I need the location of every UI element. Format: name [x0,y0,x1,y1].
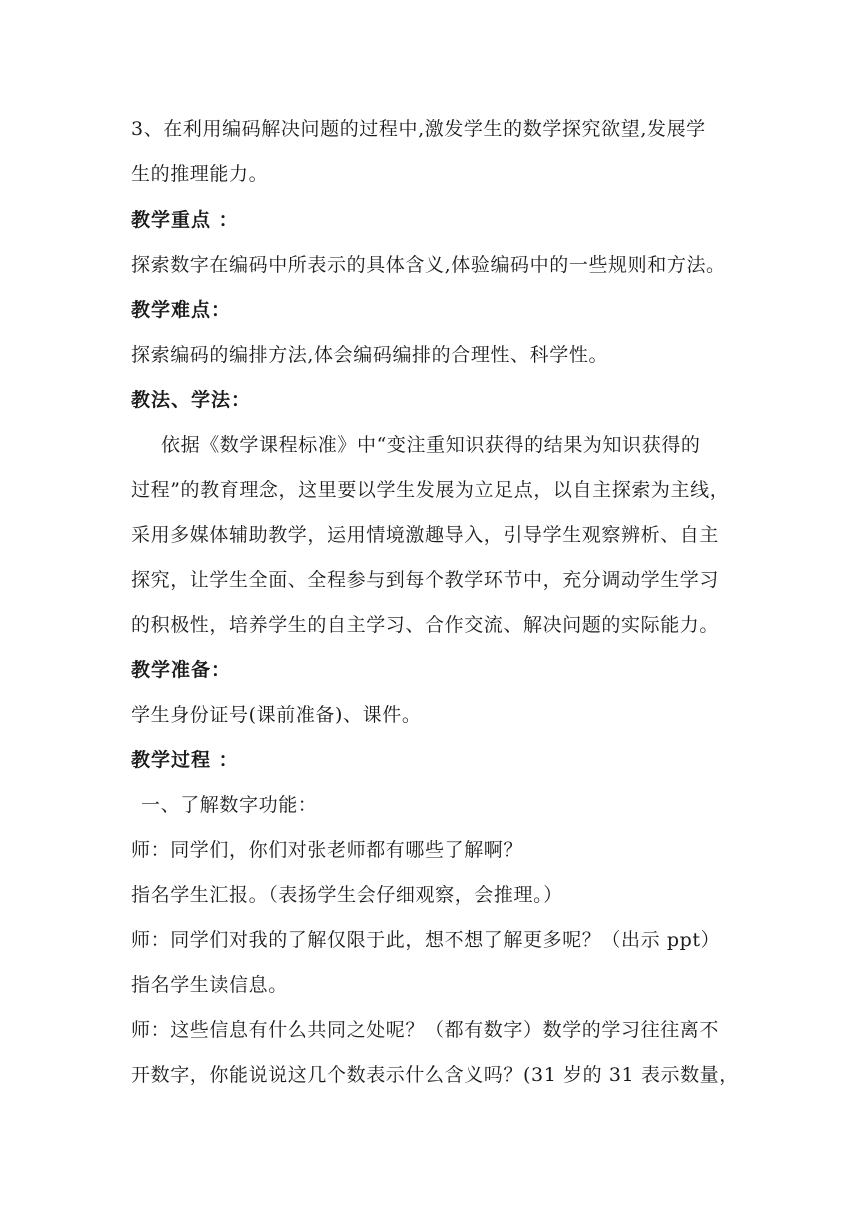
process-line-3: 指名学生汇报。（表扬学生会仔细观察，会推理。） [131,884,563,906]
key-points-heading: 教学重点 ： [131,209,239,231]
process-line-2: 师：同学们，你们对张老师都有哪些了解啊？ [131,839,524,861]
key-points-text: 探索数字在编码中所表示的具体含义,体验编码中的一些规则和方法。 [131,254,726,276]
methods-line-5: 的积极性，培养学生的自主学习、合作交流、解决问题的实际能力。 [131,614,720,636]
difficulties-heading: 教学难点： [131,299,232,321]
methods-line-3: 采用多媒体辅助教学，运用情境激趣导入，引导学生观察辨析、自主 [131,524,720,546]
methods-heading: 教法、学法： [131,389,252,411]
process-line-5: 指名学生读信息。 [131,974,288,996]
process-heading: 教学过程 ： [131,749,239,771]
process-line-6: 师：这些信息有什么共同之处呢？（都有数字）数学的学习往往离不 [131,1019,720,1041]
objective-3-line-2: 生的推理能力。 [131,163,269,185]
preparation-text: 学生身份证号(课前准备)、课件。 [131,704,422,726]
difficulties-text: 探索编码的编排方法,体会编码编排的合理性、科学性。 [131,344,609,366]
process-line-4: 师：同学们对我的了解仅限于此，想不想了解更多呢？（出示 ppt） [131,929,721,951]
methods-line-4: 探究，让学生全面、全程参与到每个教学环节中，充分调动学生学习 [131,569,720,591]
methods-line-1: 依据《数学课程标准》中“变注重知识获得的结果为知识获得的 [161,434,701,456]
methods-line-2: 过程”的教育理念，这里要以学生发展为立足点，以自主探索为主线， [131,479,730,501]
process-line-7: 开数字，你能说说这几个数表示什么含义吗？(31 岁的 31 表示数量， [131,1064,739,1086]
objective-3-line-1: 3、在利用编码解决问题的过程中,激发学生的数学探究欲望,发展学 [131,118,706,140]
process-line-1: 一、了解数字功能： [141,794,318,816]
preparation-heading: 教学准备： [131,659,232,681]
